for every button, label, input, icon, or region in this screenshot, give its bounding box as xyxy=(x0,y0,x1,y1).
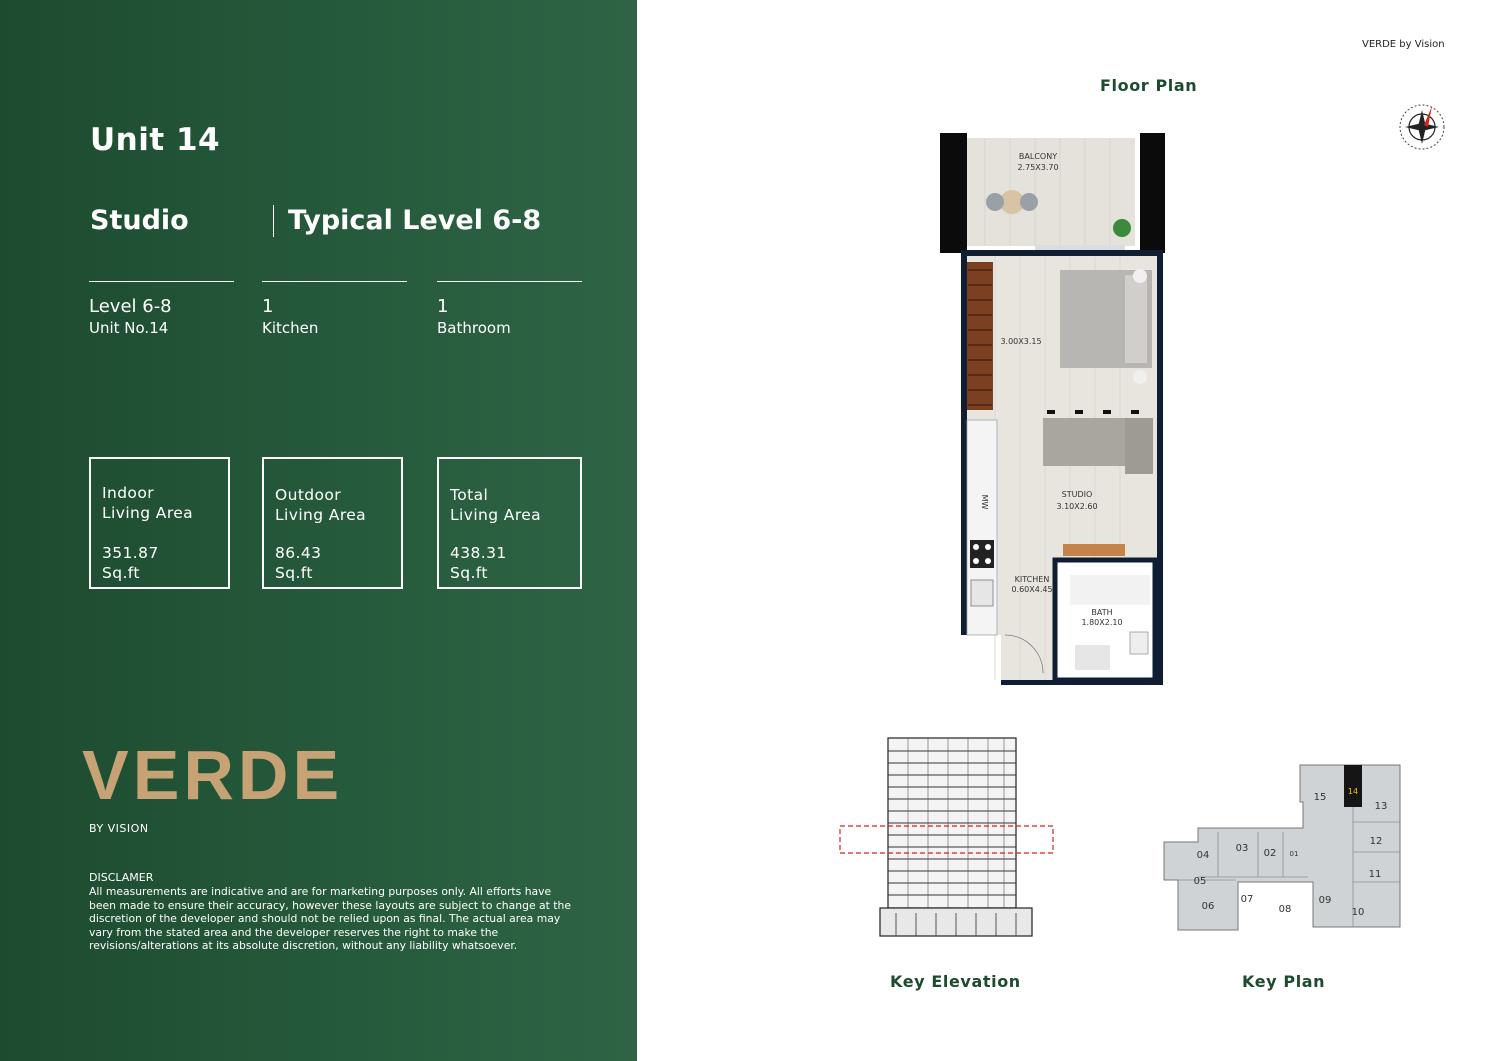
area-unit: Sq.ft xyxy=(450,564,488,582)
area-line2: Living Area xyxy=(275,506,367,524)
stat-bathroom xyxy=(437,281,582,337)
area-line1: Outdoor xyxy=(275,486,342,504)
area-line1: Indoor xyxy=(102,484,154,502)
total-area-box xyxy=(437,457,582,589)
area-value: 86.43 xyxy=(275,544,322,562)
key-unit: 06 xyxy=(1201,901,1215,912)
bedroom-dim: 3.00X3.15 xyxy=(1000,337,1042,346)
floor-plan-drawing xyxy=(935,130,1170,690)
key-plan-drawing xyxy=(1158,762,1408,934)
mw-label: MW xyxy=(980,494,989,510)
area-line2: Living Area xyxy=(450,506,542,524)
stat-label: Bathroom xyxy=(437,319,511,337)
stat-kitchen xyxy=(262,281,407,337)
key-unit: 05 xyxy=(1193,876,1207,887)
key-unit: 10 xyxy=(1351,907,1365,918)
stat-label: Unit No.14 xyxy=(89,319,169,337)
key-unit: 11 xyxy=(1368,869,1382,880)
disclaimer-text: All measurements are indicative and are for marketing purposes only. All efforts have been made to ensure their accuracy, however these layouts are subject to change at the discretion of the developer and should not be relied upon as final. The actual area may vary from the stated area and the developer reserves the right to make the revisions/alterations at its absolute discretion, without any liability whatsoever. xyxy=(89,885,572,952)
area-line1: Total xyxy=(450,486,489,504)
key-unit: 03 xyxy=(1235,843,1249,854)
key-elevation-title: Key Elevation xyxy=(890,972,1021,991)
key-elevation-drawing xyxy=(836,733,1058,943)
unit-14-highlight xyxy=(1344,765,1362,807)
key-unit: 01 xyxy=(1289,850,1299,858)
key-unit: 13 xyxy=(1374,801,1388,812)
key-unit: 09 xyxy=(1318,895,1332,906)
kitchen-dim: 0.60X4.45 xyxy=(1011,585,1053,594)
key-unit: 02 xyxy=(1263,848,1277,859)
floor-plan-title: Floor Plan xyxy=(1100,76,1198,95)
brand-header: VERDE by Vision xyxy=(1362,39,1445,50)
indoor-area-box xyxy=(89,457,230,589)
key-plan-title: Key Plan xyxy=(1242,972,1326,991)
area-line2: Living Area xyxy=(102,504,194,522)
area-value: 438.31 xyxy=(450,544,507,562)
level-title: Typical Level 6-8 xyxy=(273,205,541,237)
compass-icon xyxy=(1390,100,1456,154)
unit-title: Unit 14 xyxy=(90,122,221,158)
studio-dim: 3.10X2.60 xyxy=(1056,502,1098,511)
key-unit: 12 xyxy=(1369,836,1383,847)
stat-value: 1 xyxy=(437,296,449,317)
studio-label: STUDIO xyxy=(1061,490,1093,499)
key-unit: 07 xyxy=(1240,894,1254,905)
balcony-dim: 2.75X3.70 xyxy=(1017,163,1059,172)
stat-value: Level 6-8 xyxy=(89,296,172,317)
kitchen-label: KITCHEN xyxy=(1014,575,1050,584)
outdoor-area-box xyxy=(262,457,403,589)
key-unit: 04 xyxy=(1196,850,1210,861)
area-value: 351.87 xyxy=(102,544,159,562)
key-unit: 14 xyxy=(1347,787,1359,796)
area-unit: Sq.ft xyxy=(275,564,313,582)
bath-label: BATH xyxy=(1091,608,1113,617)
unit-type: Studio xyxy=(90,205,189,236)
stat-level xyxy=(89,281,234,337)
key-unit: 15 xyxy=(1313,792,1327,803)
by-vision: BY VISION xyxy=(89,822,149,835)
area-unit: Sq.ft xyxy=(102,564,140,582)
stat-value: 1 xyxy=(262,296,274,317)
stat-label: Kitchen xyxy=(262,319,319,337)
disclaimer-heading: DISCLAMER xyxy=(89,871,154,884)
balcony-label: BALCONY xyxy=(1018,152,1058,161)
verde-logo: VERDE xyxy=(82,736,344,814)
key-unit: 08 xyxy=(1278,904,1292,915)
info-panel xyxy=(0,0,637,1061)
bath-dim: 1.80X2.10 xyxy=(1081,618,1123,627)
